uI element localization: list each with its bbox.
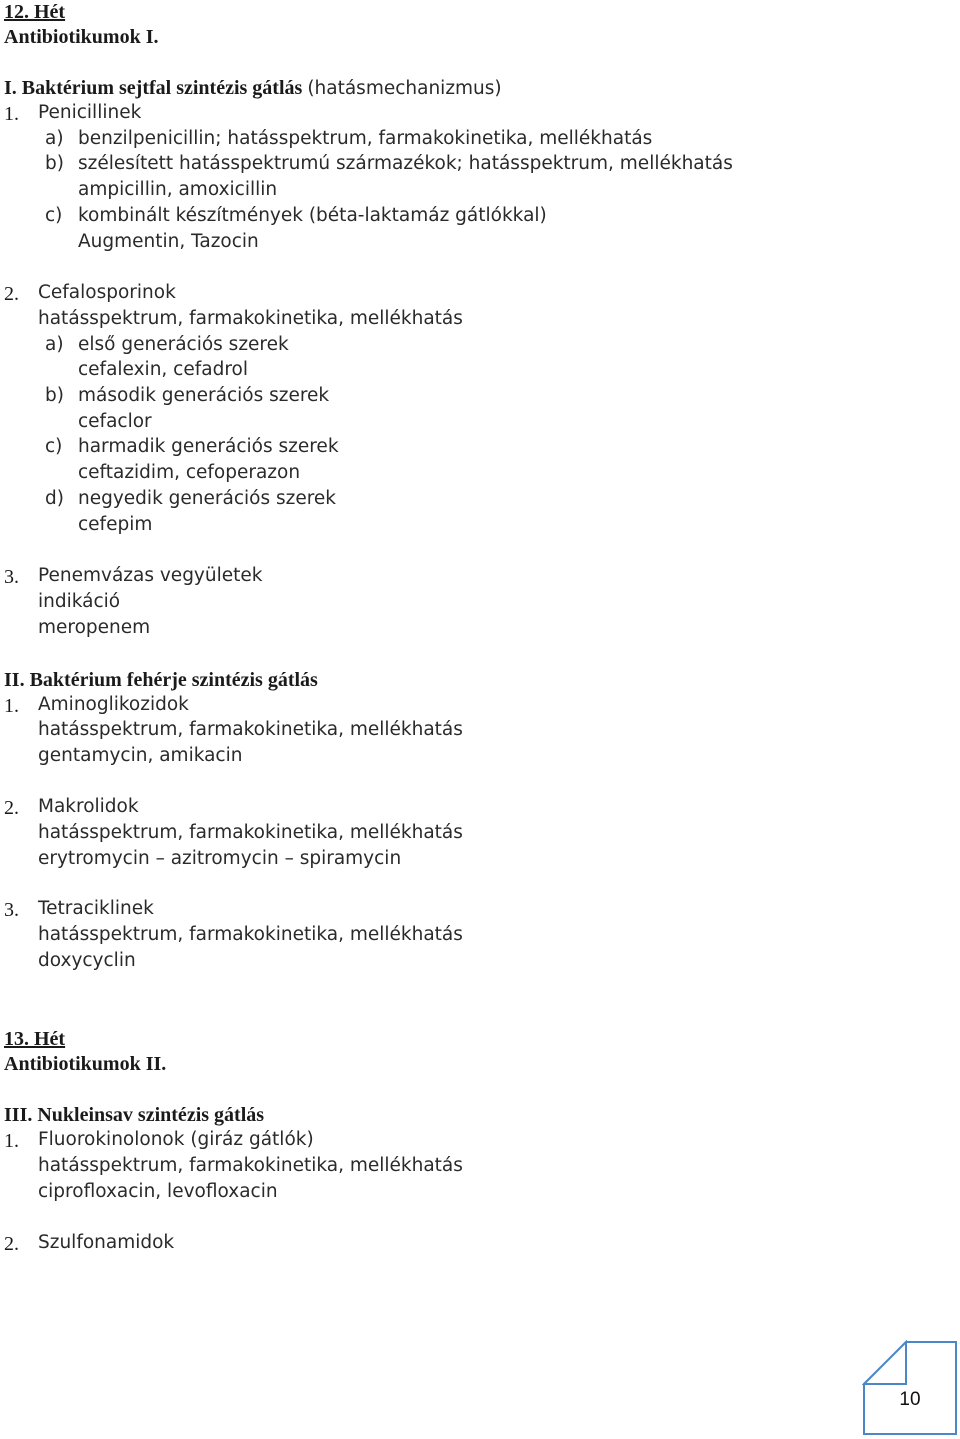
week12-title: Antibiotikumok I.	[4, 26, 159, 48]
cefalosporin-item-d-mark: d)	[45, 488, 64, 509]
penicillin-title: Penicillinek	[38, 102, 142, 123]
page-corner-icon	[862, 1340, 958, 1436]
fluorokinolon-desc: hatásspektrum, farmakokinetika, mellékhatás	[38, 1155, 463, 1176]
fluorokinolon-drugs: ciprofloxacin, levofloxacin	[38, 1181, 278, 1202]
tetraciklin-number: 3.	[4, 899, 19, 921]
penem-number: 3.	[4, 566, 19, 588]
fluorokinolon-title: Fluorokinolonok (giráz gátlók)	[38, 1129, 314, 1150]
penicillin-item-c-drugs: Augmentin, Tazocin	[78, 231, 259, 252]
aminoglikozid-desc: hatásspektrum, farmakokinetika, mellékhatás	[38, 719, 463, 740]
penem-drug: meropenem	[38, 617, 151, 638]
page-number: 10	[899, 1389, 921, 1410]
makrolid-desc: hatásspektrum, farmakokinetika, mellékhatás	[38, 822, 463, 843]
szulfonamid-number: 2.	[4, 1233, 19, 1255]
penem-title: Penemvázas vegyületek	[38, 565, 263, 586]
cefalosporin-item-d: negyedik generációs szerek	[78, 488, 337, 509]
cefalosporin-item-c-drugs: ceftazidim, cefoperazon	[78, 462, 301, 483]
penicillin-number: 1.	[4, 103, 19, 125]
section1-roman: I.	[4, 77, 17, 99]
tetraciklin-drugs: doxycyclin	[38, 950, 136, 971]
section3-heading: III. Nukleinsav szintézis gátlás	[4, 1104, 265, 1126]
aminoglikozid-number: 1.	[4, 695, 19, 717]
penem-indication: indikáció	[38, 591, 121, 612]
cefalosporin-item-b-mark: b)	[45, 385, 64, 406]
penicillin-item-c-mark: c)	[45, 205, 63, 226]
makrolid-title: Makrolidok	[38, 796, 139, 817]
makrolid-drugs: erytromycin – azitromycin – spiramycin	[38, 848, 402, 869]
cefalosporin-title: Cefalosporinok	[38, 282, 176, 303]
page-number-badge	[862, 1340, 958, 1436]
tetraciklin-title: Tetraciklinek	[38, 898, 154, 919]
makrolid-number: 2.	[4, 797, 19, 819]
week13-heading: 13. Hét	[4, 1028, 66, 1050]
cefalosporin-item-a: első generációs szerek	[78, 334, 289, 355]
fluorokinolon-number: 1.	[4, 1130, 19, 1152]
section1-heading	[4, 78, 502, 99]
penicillin-item-c: kombinált készítmények (béta-laktamáz gátlókkal)	[78, 205, 547, 226]
cefalosporin-desc: hatásspektrum, farmakokinetika, mellékhatás	[38, 308, 463, 329]
penicillin-item-a-mark: a)	[45, 128, 64, 149]
aminoglikozid-title: Aminoglikozidok	[38, 694, 189, 715]
penicillin-item-b-drugs: ampicillin, amoxicillin	[78, 179, 278, 200]
tetraciklin-desc: hatásspektrum, farmakokinetika, mellékhatás	[38, 924, 463, 945]
cefalosporin-item-a-drugs: cefalexin, cefadrol	[78, 359, 248, 380]
aminoglikozid-drugs: gentamycin, amikacin	[38, 745, 243, 766]
section1-note: (hatásmechanizmus)	[307, 78, 502, 99]
cefalosporin-item-a-mark: a)	[45, 334, 64, 355]
week13-title: Antibiotikumok II.	[4, 1053, 167, 1075]
cefalosporin-item-d-drugs: cefepim	[78, 514, 153, 535]
cefalosporin-item-b-drugs: cefaclor	[78, 411, 152, 432]
penicillin-item-a: benzilpenicillin; hatásspektrum, farmakokinetika, mellékhatás	[78, 128, 653, 149]
cefalosporin-item-c-mark: c)	[45, 436, 63, 457]
week12-heading: 12. Hét	[4, 1, 66, 23]
section1-title: Baktérium sejtfal szintézis gátlás	[21, 77, 303, 99]
penicillin-item-b: szélesített hatásspektrumú származékok; hatásspektrum, mellékhatás	[78, 153, 733, 174]
cefalosporin-number: 2.	[4, 283, 19, 305]
cefalosporin-item-b: második generációs szerek	[78, 385, 330, 406]
section2-heading: II. Baktérium fehérje szintézis gátlás	[4, 669, 318, 691]
cefalosporin-item-c: harmadik generációs szerek	[78, 436, 339, 457]
szulfonamid-title: Szulfonamidok	[38, 1232, 175, 1253]
penicillin-item-b-mark: b)	[45, 153, 64, 174]
